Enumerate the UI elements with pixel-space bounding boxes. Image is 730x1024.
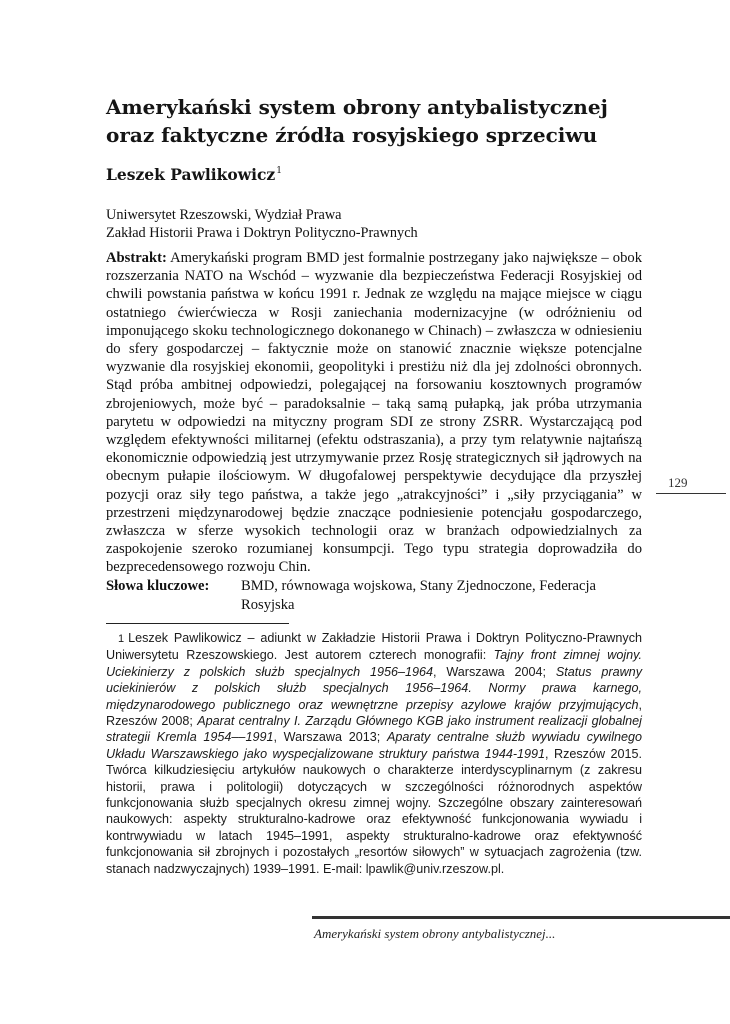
author-name: Leszek Pawlikowicz [106, 165, 276, 184]
footnote-title-3: Aparat centralny I. Zarządu Głównego KGB jako instrument realizacji globalnej strategii Kremla 1954––1991 [106, 714, 642, 745]
running-footer: Amerykański system obrony antybalistycznej... [314, 926, 556, 941]
keywords-line-1: BMD, równowaga wojskowa, Stany Zjednoczone, Federacja [241, 578, 597, 594]
abstract [106, 249, 642, 577]
footnote-number: 1 [118, 633, 125, 645]
affiliation-line-1: Uniwersytet Rzeszowski, Wydział Prawa [106, 207, 342, 223]
footnote-title-1: Tajny front zimnej wojny. Uciekinierzy z polskich służb specjalnych 1956–1964 [106, 648, 642, 679]
abstract-label: Abstrakt: [106, 250, 167, 266]
footnote-text-2: , Warszawa 2004; [433, 664, 556, 679]
footnote-text-4: , Warszawa 2013; [273, 730, 387, 745]
affiliation [106, 206, 418, 242]
keywords-label: Słowa kluczowe: [106, 578, 210, 594]
author-footnote-mark[interactable]: 1 [276, 166, 282, 176]
abstract-text: Amerykański program BMD jest formalnie postrzegany jako największe – obok rozszerzania NATO na Wschód – wyzwanie dla bezpieczeństwa Federacji Rosyjskiej od chwili powstania państwa w końcu 1991 r. Jednak ze względu na mające miejsce w ciągu ostatniego ćwierćwiecza w Rosji zaniechania modernizacyjne (w odróżnieniu od imponującego skoku technologicznego dokonanego w Chinach) – zwłaszcza w odniesieniu do sfery gospodarczej – faktycznie może on stanowić znacznie większe potencjalne wyzwanie dla rosyjskiej ekonomii, geopolityki i prestiżu niż dla jej zdolności obronnych. Stąd próba ambitnej odpowiedzi, polegającej na forsowaniu kosztownych programów zbrojeniowych, może być – paradoksalnie – taką samą pułapką, jak próba utrzymania parytetu w odpowiedzi na mityczny program SDI ze strony ZSRR. Wystarczającą pod względem efektywności militarnej (efektu odstraszania), a przy tym relatywnie najtańszą ekonomicznie odpowiedzią jest utrzymywanie przez Rosję strategicznych sił jądrowych na obecnym pułapie ilościowym. W długofalowej perspektywie decydujące dla przyszłej pozycji oraz siły tego państwa, a także jego „atrakcyjności” i „siły przyciągania” w przestrzeni międzynarodowej będzie znaczące podniesienie potencjału gospodarczego, zwłaszcza w sferze wysokich technologii oraz w branżach odpowiedzialnych za zaspokojenie szeroko rozumianej konsumpcji. Tego typu strategia doprowadziła do bezprecedensowego rozwoju Chin. [106, 250, 642, 576]
title-line-1: Amerykański system obrony antybalistycznej [106, 95, 608, 119]
footnote-title-2: Status prawny uciekinierów z polskich służb specjalnych 1956–1964. Normy prawa karnego, międzynarodowego publicznego oraz wewnętrzne przepisy azylowe krajów przyjmujących [106, 664, 642, 712]
footnote-text-1: Leszek Pawlikowicz – adiunkt w Zakładzie Historii Prawa i Doktryn Polityczno-Prawnych Uniwersytetu Rzeszowskiego. Jest autorem czterech monografii: [106, 631, 642, 663]
footnote-text-3: , Rzeszów 2008; [106, 697, 642, 729]
article-title [106, 93, 666, 149]
footer-rule [312, 916, 730, 919]
footnote-text-5: , Rzeszów 2015. Twórca kilkudziesięciu artykułów naukowych o charakterze interdyscyplinarnym (z zakresu historii, prawa i politologii) dotyczących w szczególności różnorodnych aspektów funkcjonowania służb specjalnych okresu zimnej wojny. Szczególne obszary zainteresowań naukowych: aspekty strukturalno-kadrowe oraz efektywność funkcjonowania wywiadu i kontrwywiadu w latach 1945–1991, aspekty strukturalno-kadrowe oraz efektywność funkcjonowania sił zbrojnych i pozostałych „resortów siłowych” w sytuacjach zagrożenia (tzw. stanach nadzwyczajnych) 1939–1991. E-mail: lpawlik@univ.rzeszow.pl. [106, 746, 643, 876]
keywords-value [241, 577, 631, 614]
author [106, 165, 282, 184]
keywords-line-2: Rosyjska [241, 596, 295, 613]
affiliation-line-2: Zakład Historii Prawa i Doktryn Polityczno-Prawnych [106, 225, 418, 241]
footnote [106, 630, 642, 877]
page-number: 129 [668, 475, 688, 490]
title-line-2: oraz faktyczne źródła rosyjskiego sprzeciwu [106, 123, 598, 147]
footnote-separator [106, 623, 289, 624]
page-number-rule [656, 493, 726, 494]
footnote-title-4: Aparaty centralne służb wywiadu cywilnego Układu Warszawskiego jako wyspecjalizowane struktury państwa 1944-1991 [106, 730, 643, 761]
